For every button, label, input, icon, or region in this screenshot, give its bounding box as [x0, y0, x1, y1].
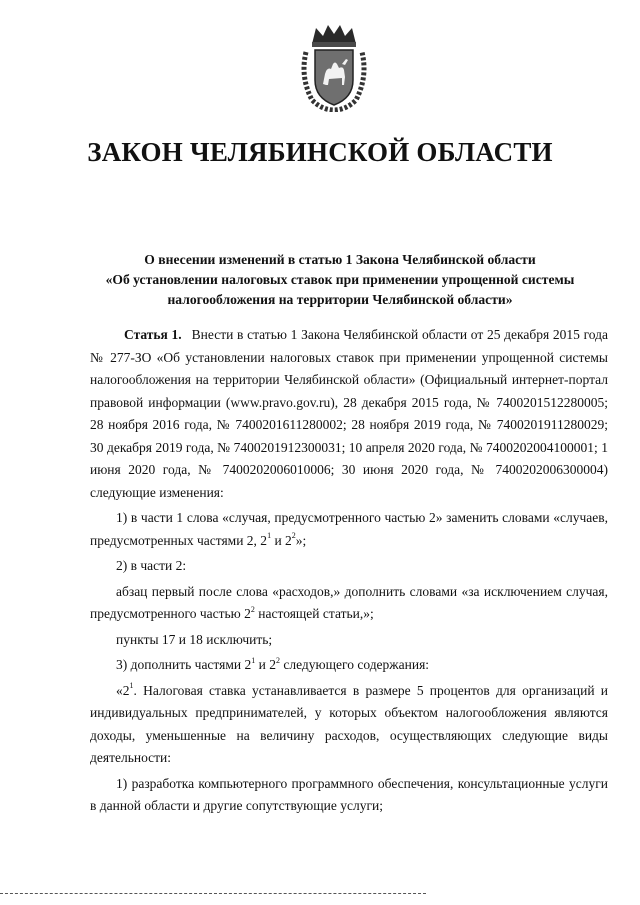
item-3-text-a: 3) дополнить частями 2 — [116, 657, 252, 672]
part-2-1-text-a: «2 — [116, 682, 130, 698]
item-3-sup-1: 1 — [251, 655, 256, 665]
item-2-para-1-sup: 2 — [250, 604, 255, 614]
item-3-sup-2: 2 — [276, 655, 280, 665]
part-2-1-sup: 1 — [129, 681, 134, 690]
article-label: Статья 1. — [124, 327, 182, 342]
item-1-text-c: »; — [295, 532, 307, 548]
subtitle-line-1: О внесении изменений в статью 1 Закона Челябинской области — [144, 252, 536, 267]
item-1-sup-2: 2 — [291, 531, 296, 540]
subtitle-line-3: налогообложения на территории Челябинской области» — [167, 292, 513, 307]
item-1-sup-1: 1 — [267, 531, 272, 540]
item-2-para-1-text-b: настоящей статьи,»; — [254, 606, 374, 621]
item-3-text-b: и 2 — [255, 657, 276, 672]
item-2-para-1-text-a: абзац первый после слова «расходов,» дополнить словами «за исключением случая, предусмотренного частью 2 — [90, 583, 608, 621]
item-2-paragraph-1 — [90, 581, 608, 626]
item-1-text-a: 1) в части 1 слова «случая, предусмотренного частью 2» заменить словами «случаев, предусмотренных частями 2, 2 — [90, 510, 608, 548]
article-intro-text: Внести в статью 1 Закона Челябинской области от 25 декабря 2015 года № 277-ЗО «Об установлении налоговых ставок при применении упрощенной системы налогообложения на территории Челябинской области» (Официальный интернет-портал правовой информации (www.pravo.gov.ru), 28 декабря 2015 года, № 7400201512280005; 28 ноября 2016 года, № 7400201611280002; 28 ноября 2019 года, № 7400201911280029; 30 декабря 2019 года, № 7400201912300031; 10 апреля 2020 года, № 7400202004100001; 1 июня 2020 года, № 7400202006010006; 30 июня 2020 года, № 7400202006300004) следующие изменения: — [90, 327, 608, 500]
law-subtitle — [60, 250, 620, 310]
item-2-paragraph-2: пункты 17 и 18 исключить; — [116, 631, 273, 647]
law-title: ЗАКОН ЧЕЛЯБИНСКОЙ ОБЛАСТИ — [87, 137, 553, 167]
part-2-1-text-b: . Налоговая ставка устанавливается в размере 5 процентов для организаций и индивидуальных предпринимателей, у которых объектом налогообложения являются доходы, уменьшенные на величину расходов, осуществляющих следующие виды деятельности: — [90, 682, 608, 765]
bottom-divider — [0, 893, 426, 894]
part-2-1-paragraph — [90, 680, 608, 770]
amendment-item-3 — [90, 654, 608, 677]
item-3-text-c: следующего содержания: — [280, 657, 430, 672]
amendment-item-1 — [90, 507, 608, 552]
amendment-item-2: 2) в части 2: — [116, 558, 187, 573]
subtitle-line-2: «Об установлении налоговых ставок при применении упрощенной системы — [105, 272, 575, 287]
coat-of-arms-icon — [298, 22, 370, 112]
item-1-text-b: и 2 — [271, 532, 292, 548]
article-1-paragraph — [90, 324, 608, 504]
activity-item-1: 1) разработка компьютерного программного обеспечения, консультационные услуги в данной области и другие сопутствующие услуги; — [90, 775, 608, 813]
law-body — [90, 324, 608, 818]
